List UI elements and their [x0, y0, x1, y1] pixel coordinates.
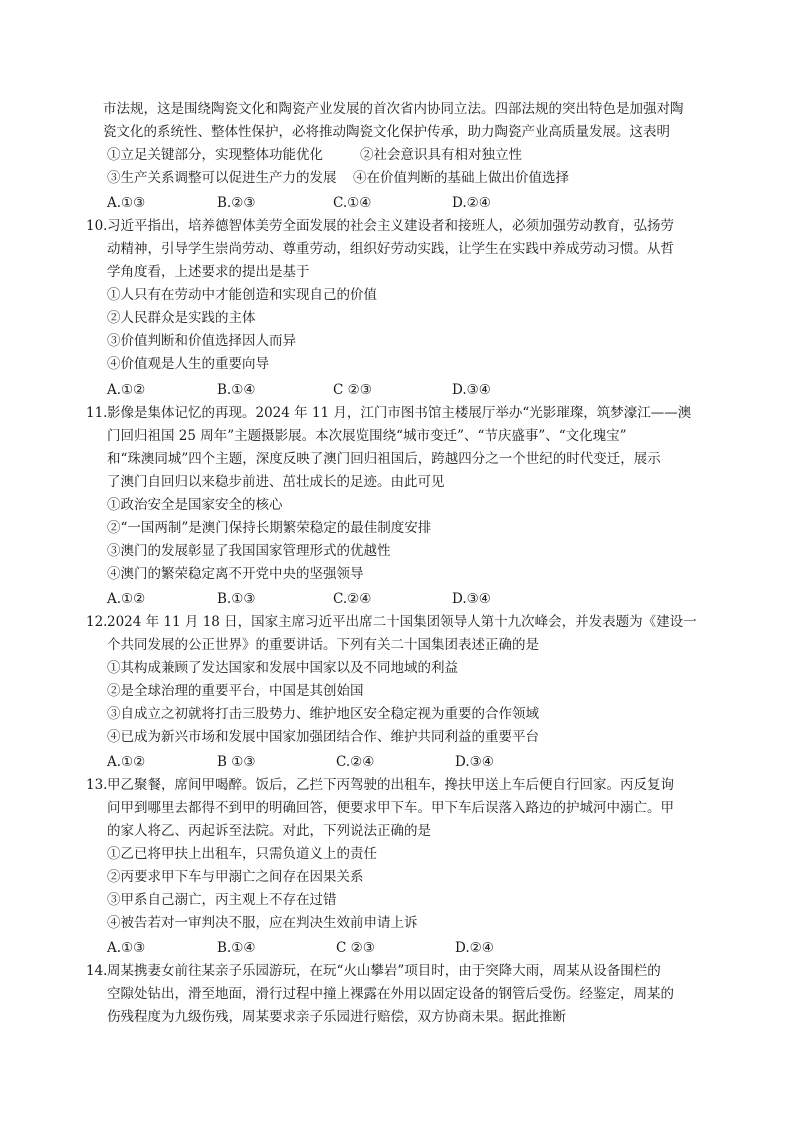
- question-stem-line: 伤残程度为九级伤残，周某要求亲子乐园进行赔偿，双方协商未果。据此推断: [107, 1009, 566, 1025]
- option-statement: ④被告若对一审判决不服，应在判决生效前申请上诉: [107, 915, 418, 931]
- answer-choice-b[interactable]: B ①③: [217, 754, 256, 770]
- question-stem-line: 动精神，引导学生崇尚劳动、尊重劳动，组织好劳动实践，让学生在实践中养成劳动习惯。从哲: [107, 241, 674, 257]
- question-stem-line: 甲乙聚餐，席间甲喝醉。饭后，乙拦下丙驾驶的出租车，搀扶甲送上车后便自行回家。丙反复询: [107, 777, 674, 793]
- option-statement: ①其构成兼顾了发达国家和发展中国家以及不同地域的利益: [107, 660, 458, 676]
- question-stem-line: 问甲到哪里去都得不到甲的明确回答，便要求甲下车。甲下车后误落入路边的护城河中溺亡。甲: [107, 800, 674, 816]
- option-statement: ③价值判断和价值选择因人而异: [107, 333, 296, 349]
- answer-choice-c[interactable]: C ②③: [336, 940, 375, 956]
- answer-choice-b[interactable]: B.①④: [217, 382, 256, 398]
- question-stem-line: 了澳门自回归以来稳步前进、茁壮成长的足迹。由此可见: [107, 474, 445, 490]
- answer-choice-c[interactable]: C.②④: [336, 754, 375, 770]
- question-stem-line: 学角度看，上述要求的提出是基于: [107, 264, 310, 280]
- option-statement: ①政治安全是国家安全的核心: [107, 497, 283, 513]
- answer-choice-a[interactable]: A.①②: [107, 382, 146, 398]
- question-stem-line: 周某携妻女前往某亲子乐园游玩，在玩“火山攀岩”项目时，由于突降大雨，周某从设备围栏的: [107, 963, 661, 979]
- answer-choice-d[interactable]: D.③④: [452, 591, 491, 607]
- question-stem-line: 瓷文化的系统性、整体性保护，必将推动陶瓷文化保护传承，助力陶瓷产业高质量发展。这表明: [103, 124, 670, 140]
- answer-choice-d[interactable]: D.②④: [455, 940, 494, 956]
- option-statement: ①乙已将甲扶上出租车，只需负道义上的责任: [107, 846, 377, 862]
- option-statement: ②“一国两制”是澳门保持长期繁荣稳定的最佳制度安排: [107, 520, 432, 536]
- question-stem-line: 的家人将乙、丙起诉至法院。对此，下列说法正确的是: [107, 823, 431, 839]
- option-statement: ④在价值判断的基础上做出价值选择: [353, 170, 569, 186]
- answer-choice-a[interactable]: A.①②: [107, 754, 146, 770]
- answer-choice-b[interactable]: B.②③: [217, 195, 256, 211]
- answer-choice-a[interactable]: A.①③: [107, 940, 146, 956]
- option-statement: ④价值观是人生的重要向导: [107, 356, 269, 372]
- answer-choice-b[interactable]: B.①③: [217, 591, 256, 607]
- option-statement: ②是全球治理的重要平台，中国是其创始国: [107, 683, 364, 699]
- answer-choice-a[interactable]: A.①③: [107, 195, 146, 211]
- question-number: 11.: [86, 405, 108, 421]
- option-statement: ③自成立之初就将打击三股势力、维护地区安全稳定视为重要的合作领域: [107, 706, 539, 722]
- option-statement: ③甲系自己溺亡，丙主观上不存在过错: [107, 892, 337, 908]
- answer-choice-b[interactable]: B.①④: [217, 940, 256, 956]
- question-number: 10.: [86, 218, 108, 234]
- option-statement: ③生产关系调整可以促进生产力的发展: [107, 170, 337, 186]
- option-statement: ④已成为新兴市场和发展中国家加强团结合作、维护共同利益的重要平台: [107, 729, 539, 745]
- option-statement: ④澳门的繁荣稳定离不开党中央的坚强领导: [107, 566, 364, 582]
- question-stem-line: 市法规，这是围绕陶瓷文化和陶瓷产业发展的首次省内协同立法。四部法规的突出特色是加强对陶: [103, 101, 684, 117]
- question-stem-line: 门回归祖国 25 周年”主题摄影展。本次展览围绕“城市变迁”、“节庆盛事”、“文化瑰宝”: [107, 428, 627, 444]
- answer-choice-c[interactable]: C ②③: [333, 382, 372, 398]
- question-number: 14.: [86, 963, 108, 979]
- answer-choice-c[interactable]: C.①④: [333, 195, 372, 211]
- question-stem-line: 和“珠澳同城”四个主题，深度反映了澳门回归祖国后，跨越四分之一个世纪的时代变迁，展示: [107, 451, 661, 467]
- question-stem-line: 影像是集体记忆的再现。2024 年 11 月，江门市图书馆主楼展厅举办“光影璀璨，筑梦濠江——澳: [107, 405, 692, 421]
- option-statement: ②人民群众是实践的主体: [107, 310, 256, 326]
- question-stem-line: 习近平指出，培养德智体美劳全面发展的社会主义建设者和接班人，必须加强劳动教育，弘扬劳: [107, 218, 674, 234]
- option-statement: ③澳门的发展彰显了我国国家管理形式的优越性: [107, 543, 391, 559]
- question-stem-line: 2024 年 11 月 18 日，国家主席习近平出席二十国集团领导人第十九次峰会，并发表题为《建设一: [107, 614, 697, 630]
- answer-choice-c[interactable]: C.②④: [333, 591, 372, 607]
- answer-choice-d[interactable]: D.②④: [452, 195, 491, 211]
- option-statement: ②社会意识具有相对独立性: [360, 147, 522, 163]
- option-statement: ②丙要求甲下车与甲溺亡之间存在因果关系: [107, 869, 364, 885]
- answer-choice-d[interactable]: D.③④: [452, 382, 491, 398]
- question-stem-line: 个共同发展的公正世界》的重要讲话。下列有关二十国集团表述正确的是: [107, 637, 539, 653]
- answer-choice-a[interactable]: A.①②: [107, 591, 146, 607]
- question-number: 12.: [86, 614, 108, 630]
- answer-choice-d[interactable]: D.③④: [455, 754, 494, 770]
- option-statement: ①立足关键部分，实现整体功能优化: [107, 147, 323, 163]
- option-statement: ①人只有在劳动中才能创造和实现自己的价值: [107, 287, 377, 303]
- question-stem-line: 空隙处钻出，滑至地面，滑行过程中撞上裸露在外用以固定设备的钢管后受伤。经鉴定，周某的: [107, 986, 674, 1002]
- question-number: 13.: [86, 777, 108, 793]
